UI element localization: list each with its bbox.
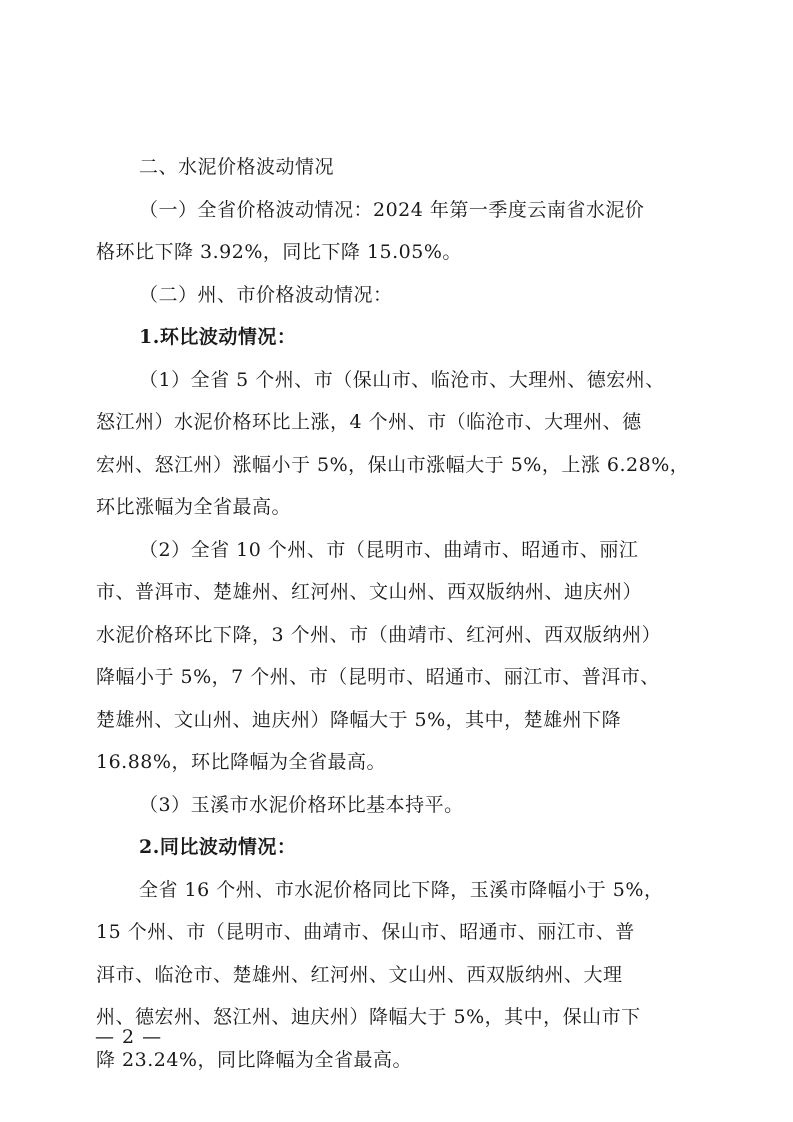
paragraph-line: （一）全省价格波动情况：2024 年第一季度云南省水泥价: [139, 198, 645, 221]
paragraph-line: 降幅小于 5%，7 个州、市（昆明市、昭通市、丽江市、普洱市、: [96, 666, 660, 688]
province-paragraph: [96, 189, 708, 274]
paragraph-line: 楚雄州、文山州、迪庆州）降幅大于 5%，其中，楚雄州下降: [96, 708, 622, 731]
page-number: — 2 —: [95, 1026, 163, 1048]
mom-heading: 1.环比波动情况：: [139, 326, 297, 348]
paragraph-line: （2）全省 10 个州、市（昆明市、曲靖市、昭通市、丽江: [139, 538, 639, 561]
paragraph-line: 格环比下降 3.92%，同比下降 15.05%。: [96, 241, 462, 263]
paragraph-line: 州、德宏州、怒江州、迪庆州）降幅大于 5%，其中，保山市下: [96, 1006, 641, 1028]
mom-item-1: [96, 359, 708, 529]
paragraph-line: 宏州、怒江州）涨幅小于 5%，保山市涨幅大于 5%，上涨 6.28%，: [96, 453, 690, 476]
paragraph-line: 环比涨幅为全省最高。: [96, 496, 292, 518]
paragraph-line: 市、普洱市、楚雄州、红河州、文山州、西双版纳州、迪庆州）: [96, 581, 643, 603]
section-title: 二、水泥价格波动情况: [139, 156, 335, 178]
paragraph-line: 水泥价格环比下降，3 个州、市（曲靖市、红河州、西双版纳州）: [96, 623, 662, 646]
yoy-heading: 2.同比波动情况：: [139, 836, 297, 858]
document-body: [96, 146, 708, 1081]
prefecture-heading: （二）州、市价格波动情况：: [139, 283, 393, 306]
paragraph-line: （1）全省 5 个州、市（保山市、临沧市、大理州、德宏州、: [139, 368, 665, 391]
paragraph-line: 洱市、临沧市、楚雄州、红河州、文山州、西双版纳州、大理: [96, 963, 623, 986]
paragraph-line: 降 23.24%，同比降幅为全省最高。: [96, 1048, 412, 1071]
paragraph-line: 怒江州）水泥价格环比上涨，4 个州、市（临沧市、大理州、德: [96, 411, 642, 433]
paragraph-line: 全省 16 个州、市水泥价格同比下降，玉溪市降幅小于 5%，: [139, 878, 664, 901]
paragraph-line: 15 个州、市（昆明市、曲靖市、保山市、昭通市、丽江市、普: [96, 921, 635, 943]
yoy-paragraph: [96, 869, 708, 1082]
paragraph-line: 16.88%，环比降幅为全省最高。: [96, 751, 386, 773]
mom-item-3: （3）玉溪市水泥价格环比基本持平。: [139, 793, 464, 816]
mom-item-2: [96, 529, 708, 784]
